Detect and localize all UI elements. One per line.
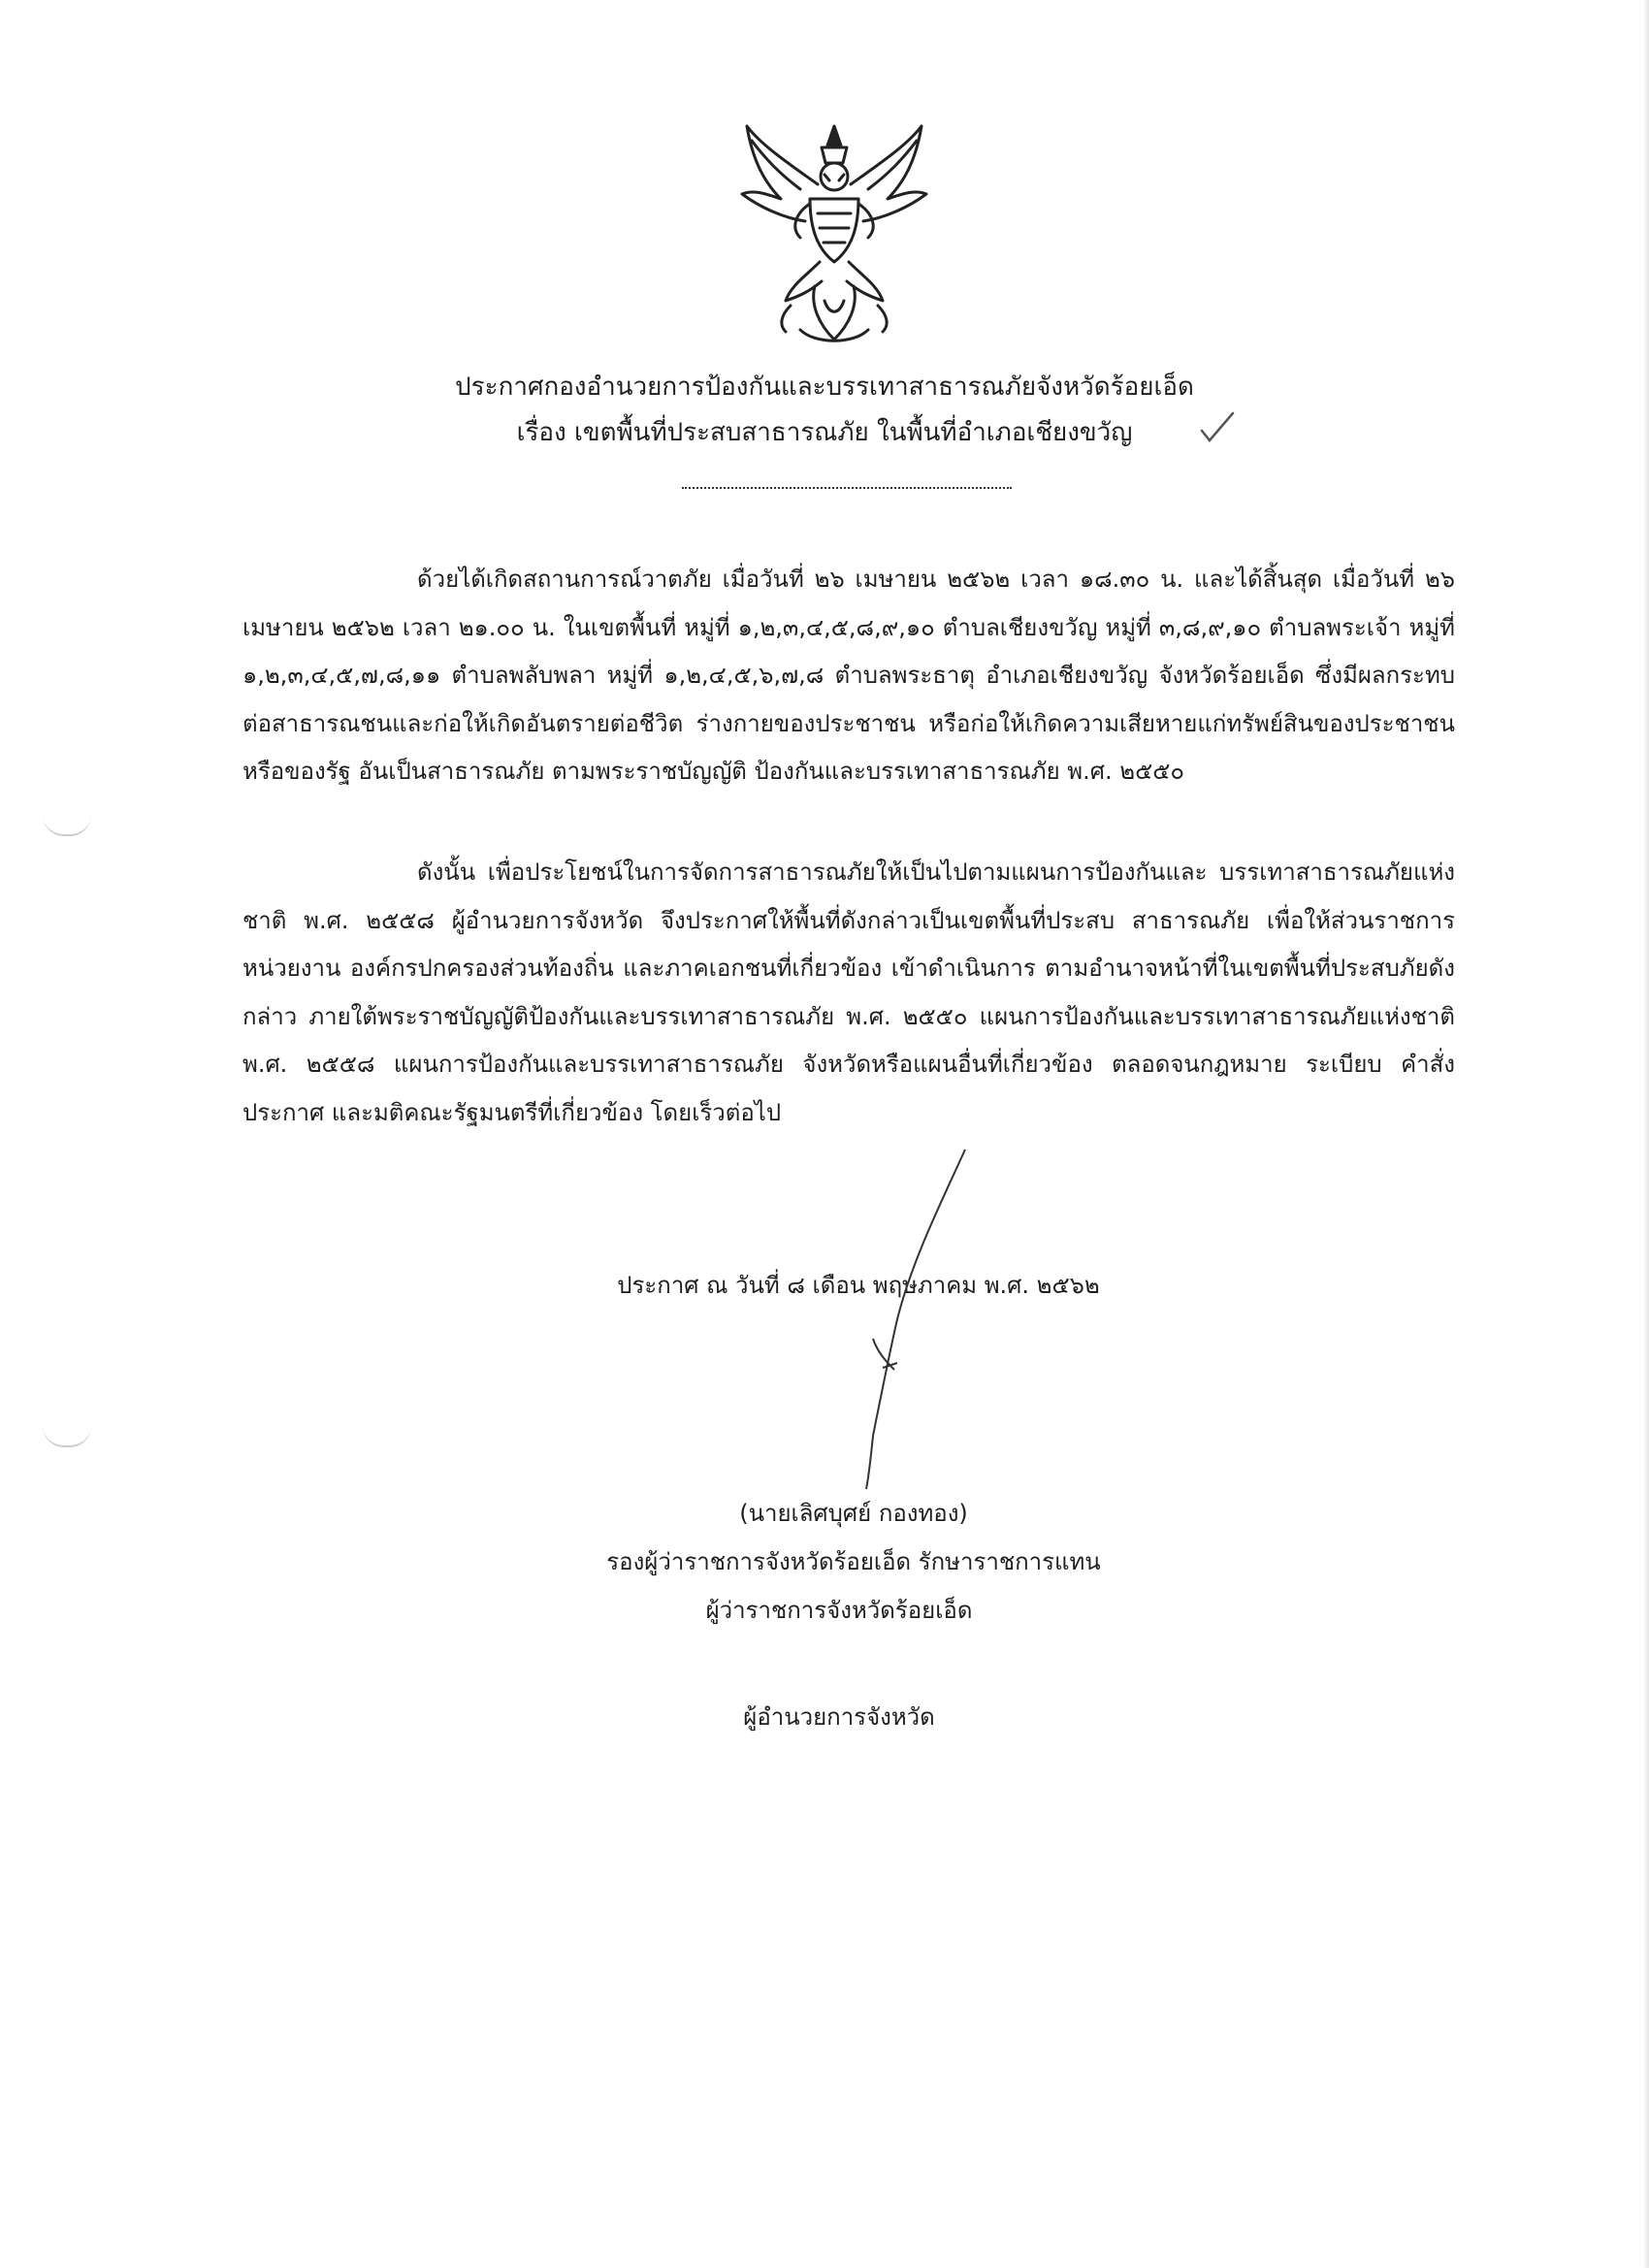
garuda-emblem-icon (732, 107, 936, 359)
signer-position-2: ผู้ว่าราชการจังหวัดร้อยเอ็ด (705, 1597, 973, 1624)
body-paragraph-1: ด้วยได้เกิดสถานการณ์วาตภัย เมื่อวันที่ ๒๖ เมษายน ๒๕๖๒ เวลา ๑๘.๓๐ น. และได้สิ้นสุด เมื่อวันที่ ๒๖ เมษายน ๒๕๖๒ เวลา ๒๑.๐๐ น. ในเขตพื้นที่ หมู่ที่ ๑,๒,๓,๔,๕,๘,๙,๑๐ ตำบลเชียงขวัญ หมู่ที่ ๓,๘,๙,๑๐ ตำบลพระเจ้า หมู่ที่ ๑,๒,๓,๔,๕,๗,๘,๑๑ ตำบลพลับพลา หมู่ที่ ๑,๒,๔,๕,๖,๗,๘ ตำบลพระธาตุ อำเภอเชียงขวัญ จังหวัดร้อยเอ็ด ซึ่งมีผลกระทบต่อสาธารณชนและก่อให้เกิดอันตรายต่อชีวิต ร่างกายของประชาชน หรือก่อให้เกิดความเสียหายแก่ทรัพย์สินของประชาชน หรือของรัฐ อันเป็นสาธารณภัย ตามพระราชบัญญัติ ป้องกันและบรรเทาสาธารณภัย พ.ศ. ๒๕๕๐ (242, 566, 1455, 785)
announcement-subject: เรื่อง เขตพื้นที่ประสบสาธารณภัย ในพื้นที่อำเภอเชียงขวัญ (516, 418, 1133, 447)
announcement-title: ประกาศกองอำนวยการป้องกันและบรรเทาสาธารณภัยจังหวัดร้อยเอ็ด (455, 373, 1194, 402)
page-edge-shadow (1643, 0, 1649, 2268)
handwritten-signature (805, 1145, 980, 1494)
check-mark-icon (1198, 407, 1237, 446)
given-date-line: ประกาศ ณ วันที่ ๘ เดือน พฤษภาคม พ.ศ. ๒๕๖๒ (617, 1272, 1100, 1299)
punch-hole-mark (43, 815, 91, 836)
signer-position: รองผู้ว่าราชการจังหวัดร้อยเอ็ด รักษาราชการแทน (606, 1548, 1101, 1575)
punch-hole-mark (43, 1426, 91, 1447)
separator-dotted-line (682, 487, 1012, 489)
signer-name: (นายเลิศบุศย์ กองทอง) (739, 1500, 968, 1527)
body-paragraph-2: ดังนั้น เพื่อประโยชน์ในการจัดการสาธารณภัยให้เป็นไปตามแผนการป้องกันและ บรรเทาสาธารณภัยแห่งชาติ พ.ศ. ๒๕๕๘ ผู้อำนวยการจังหวัด จึงประกาศให้พื้นที่ดังกล่าวเป็นเขตพื้นที่ประสบ สาธารณภัย เพื่อให้ส่วนราชการ หน่วยงาน องค์กรปกครองส่วนท้องถิ่น และภาคเอกชนที่เกี่ยวข้อง เข้าดำเนินการ ตามอำนาจหน้าที่ในเขตพื้นที่ประสบภัยดังกล่าว ภายใต้พระราชบัญญัติป้องกันและบรรเทาสาธารณภัย พ.ศ. ๒๕๕๐ แผนการป้องกันและบรรเทาสาธารณภัยแห่งชาติ พ.ศ. ๒๕๕๘ แผนการป้องกันและบรรเทาสาธารณภัย จังหวัดหรือแผนอื่นที่เกี่ยวข้อง ตลอดจนกฎหมาย ระเบียบ คำสั่ง ประกาศ และมติคณะรัฐมนตรีที่เกี่ยวข้อง โดยเร็วต่อไป (242, 859, 1455, 1126)
director-title: ผู้อำนวยการจังหวัด (743, 1703, 935, 1731)
